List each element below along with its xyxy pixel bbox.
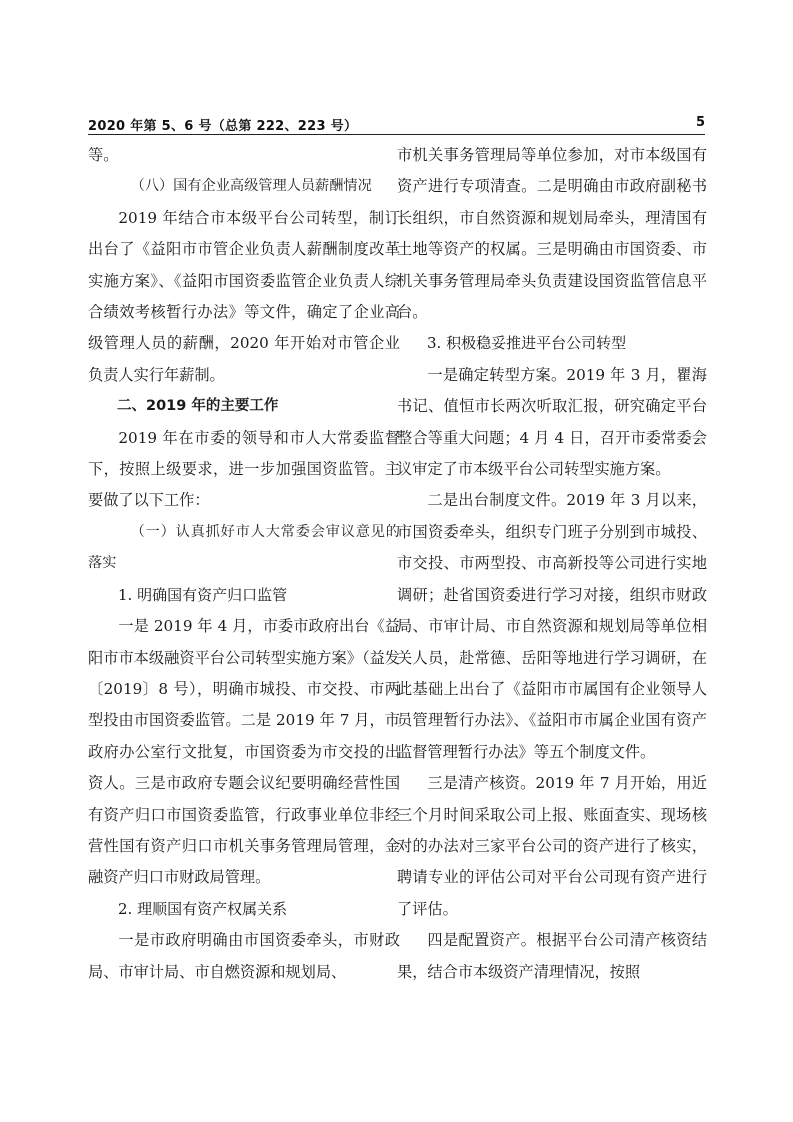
page-number: 5 bbox=[695, 115, 705, 130]
paragraph: 一是 2019 年 4 月，市委市政府出台《益阳市市本级融资平台公司转型实施方案》（益发〔2019〕8 号），明确市城投、市交投、市两型投由市国资委监管。二是 2019 年 7 月，市政府办公室行文批复，市国资委为市交投的出资人。三是市政府专题会议纪要明确经营性国有资产归口市国资委监管，行政事业单位非经营性国有资产归口市机关事务管理局管理，金融资产归口市财政局管理。 bbox=[88, 617, 400, 887]
paragraph: 等。 bbox=[88, 146, 119, 164]
left-column bbox=[88, 140, 400, 988]
subsection-heading: （一）认真抓好市人大常委会审议意见的落实 bbox=[88, 523, 400, 572]
paragraph: 二是出台制度文件。2019 年 3 月以来，市国资委牵头，组织专门班子分别到市城投、市交投、市两型投、市高新投等公司进行实地调研；赴省国资委进行学习对接，组织市财政局、市审计局、市自然资源和规划局等单位相关人员，赴常德、岳阳等地进行学习调研，在此基础上出台了《益阳市市属国有企业领导人员管理暂行办法》、《益阳市市属企业国有资产监督管理暂行办法》等五个制度文件。 bbox=[397, 491, 707, 761]
running-header bbox=[88, 112, 705, 135]
right-column bbox=[397, 140, 707, 988]
paragraph: 一是确定转型方案。2019 年 3 月，瞿海书记、值恒市长两次听取汇报，研究确定平台整合等重大问题；4 月 4 日，召开市委常委会议审定了市本级平台公司转型实施方案。 bbox=[397, 365, 707, 479]
paragraph: 2019 年结合市本级平台公司转型，制订出台了《益阳市市管企业负责人薪酬制度改革实施方案》、《益阳市国资委监管企业负责人综合绩效考核暂行办法》等文件，确定了企业高级管理人员的薪酬，2020 年开始对市管企业负责人实行年薪制。 bbox=[88, 208, 400, 384]
numbered-heading: 3. 积极稳妥推进平台公司转型 bbox=[427, 334, 627, 353]
paragraph: 市机关事务管理局等单位参加，对市本级国有资产进行专项清查。二是明确由市政府副秘书长组织，市自然资源和规划局牵头，理清国有土地等资产的权属。三是明确由市国资委、市机关事务管理局牵头负责建设国资监管信息平台。 bbox=[397, 146, 707, 322]
paragraph: 2019 年在市委的领导和市人大常委监督下，按照上级要求，进一步加强国资监管。主要做了以下工作： bbox=[88, 428, 400, 510]
paragraph: 三是清产核资。2019 年 7 月开始，用近三个月时间采取公司上报、账面查实、现场核对的办法对三家平台公司的资产进行了核实，聘请专业的评估公司对平台公司现有资产进行了评估。 bbox=[397, 774, 707, 918]
subsection-heading: （八）国有企业高级管理人员薪酬情况 bbox=[130, 178, 372, 195]
section-heading: 二、2019 年的主要工作 bbox=[117, 398, 279, 415]
numbered-heading: 1. 明确国有资产归口监管 bbox=[118, 585, 288, 604]
issue-label: 2020 年第 5、6 号（总第 222、223 号） bbox=[88, 119, 358, 134]
paragraph: 一是市政府明确由市国资委牵头，市财政局、市审计局、市自燃资源和规划局、 bbox=[88, 931, 400, 981]
paragraph: 四是配置资产。根据平台公司清产核资结果，结合市本级资产清理情况，按照 bbox=[397, 931, 707, 981]
numbered-heading: 2. 理顺国有资产权属关系 bbox=[118, 899, 288, 918]
